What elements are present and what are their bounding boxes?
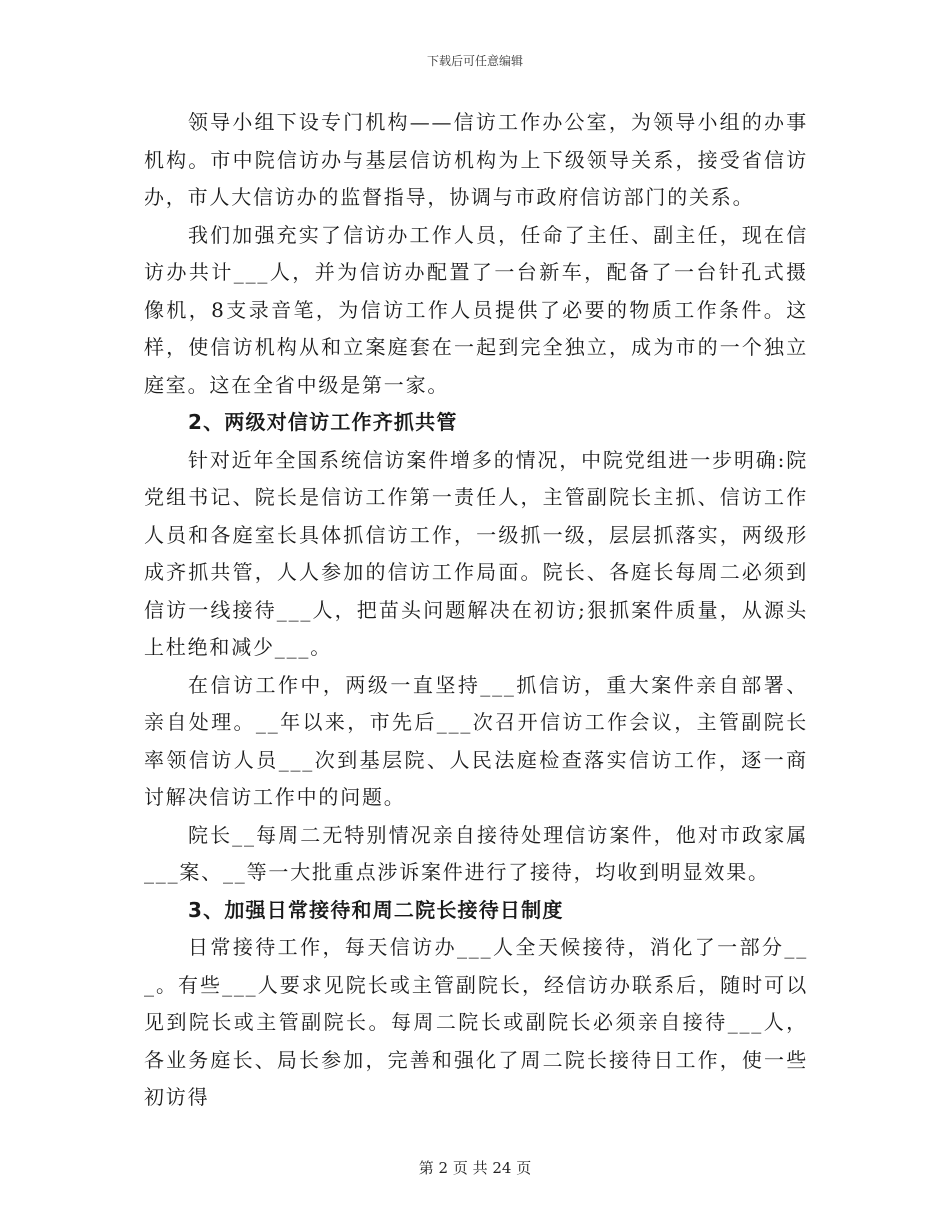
page-footer: 第 2 页 共 24 页 (418, 1159, 532, 1177)
section-heading-2: 2、两级对信访工作齐抓共管 (188, 410, 458, 434)
section-heading-3: 3、加强日常接待和周二院长接待日制度 (188, 897, 564, 922)
page-header: 下载后可任意编辑 (426, 54, 523, 68)
paragraph-1: 领导小组下设专门机构——信访工作办公室，为领导小组的办事机构。市中院信访办与基层信访机构为上下级领导关系，接受省信访办，市人大信访办的监督指导，协调与市政府信访部门的关系。 (144, 110, 808, 209)
paragraph-6: 日常接待工作，每天信访办___人全天候接待，消化了一部分___。有些___人要求见院长或主管副院长，经信访办联系后，随时可以见到院长或主管副院长。每周二院长或副院长必须亲自接待___人，各业务庭长、局长参加，完善和强化了周二院长接待日工作，使一些初访得 (144, 935, 808, 1109)
paragraph-4: 在信访工作中，两级一直坚持___抓信访，重大案件亲自部署、亲自处理。__年以来，市先后___次召开信访工作会议，主管副院长率领信访人员___次到基层院、人民法庭检查落实信访工作，逐一商讨解决信访工作中的问题。 (144, 672, 808, 809)
paragraph-3: 针对近年全国系统信访案件增多的情况，中院党组进一步明确:院党组书记、院长是信访工作第一责任人，主管副院长主抓、信访工作人员和各庭室长具体抓信访工作，一级抓一级，层层抓落实，两级形成齐抓共管，人人参加的信访工作局面。院长、各庭长每周二必须到信访一线接待___人，把苗头问题解决在初访;狠抓案件质量，从源头上杜绝和减少___。 (144, 447, 808, 659)
document-body (144, 104, 808, 1117)
paragraph-5: 院长__每周二无特别情况亲自接待处理信访案件，他对市政家属___案、__等一大批重点涉诉案件进行了接待，均收到明显效果。 (144, 822, 808, 884)
paragraph-2: 我们加强充实了信访办工作人员，任命了主任、副主任，现在信访办共计___人，并为信访办配置了一台新车，配备了一台针孔式摄像机，8支录音笔，为信访工作人员提供了必要的物质工作条件。这样，使信访机构从和立案庭套在一起到完全独立，成为市的一个独立庭室。这在全省中级是第一家。 (144, 222, 808, 397)
